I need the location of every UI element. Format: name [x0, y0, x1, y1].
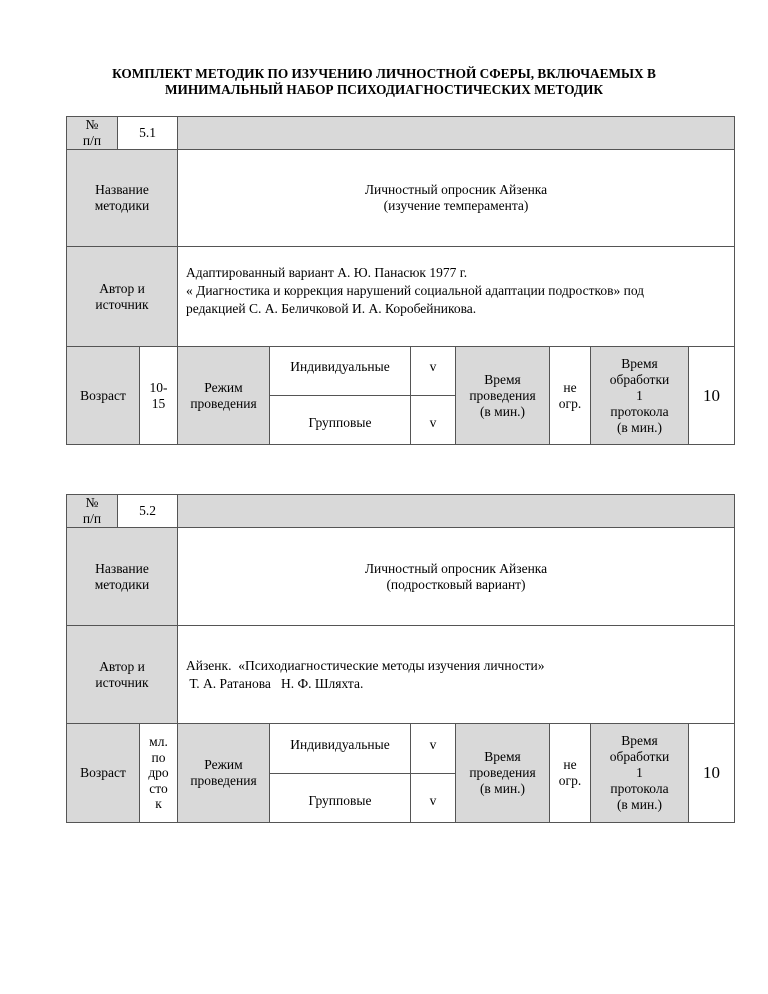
method-name-label: методики [94, 198, 150, 213]
number-label: № [85, 495, 99, 510]
processing-label: (в мин.) [616, 797, 663, 812]
method-name-cell [177, 527, 735, 626]
duration-value: огр. [558, 773, 582, 788]
duration-label: Время [484, 749, 521, 764]
processing-label: Время [621, 733, 658, 748]
method-name-label: Название [95, 560, 149, 576]
individual-label: Индивидуальные [290, 736, 390, 752]
duration-label: проведения [469, 765, 536, 780]
individual-label-cell [269, 346, 411, 396]
author-label: источник [95, 296, 149, 312]
duration-label: (в мин.) [479, 403, 526, 419]
processing-label: (в мин.) [616, 419, 663, 435]
author-label: источник [95, 674, 149, 690]
author-label: Автор и [99, 658, 145, 674]
method-purpose: (подростковый вариант) [386, 576, 526, 592]
duration-value: не [563, 757, 577, 772]
method-name-label-cell [66, 149, 178, 247]
age-value-cell [139, 346, 178, 445]
age-value: дро [148, 765, 169, 781]
method-name-label: Название [95, 182, 149, 197]
age-value: 10- [149, 379, 168, 395]
processing-value: 10 [703, 385, 720, 405]
processing-value-cell [688, 723, 735, 823]
author-source-cell [177, 625, 735, 724]
author-line: « Диагностика и коррекция нарушений социальной адаптации подростков» под [186, 282, 645, 298]
processing-value: 10 [703, 763, 720, 782]
number-label-cell [66, 494, 118, 528]
number-label: № [85, 117, 99, 132]
group-mark: v [429, 793, 437, 808]
individual-label: Индивидуальные [290, 359, 390, 374]
age-value: по [151, 749, 166, 765]
processing-label: 1 [636, 387, 643, 403]
duration-value-cell [549, 723, 591, 823]
author-label: Автор и [99, 280, 145, 296]
individual-mark-cell [410, 723, 456, 774]
duration-label-cell [455, 346, 550, 445]
processing-label: 1 [636, 765, 643, 780]
number-label: п/п [82, 511, 102, 526]
document-title [60, 66, 708, 98]
method-name: Личностный опросник Айзенка [364, 560, 548, 576]
mode-label: проведения [190, 395, 257, 411]
title-line-1: КОМПЛЕКТ МЕТОДИК ПО ИЗУЧЕНИЮ ЛИЧНОСТНОЙ СФЕРЫ, ВКЛЮЧАЕМЫХ В [112, 66, 656, 81]
age-value: сто [149, 780, 168, 796]
processing-label: протокола [610, 781, 669, 796]
processing-label-cell [590, 346, 689, 445]
individual-mark: v [429, 736, 437, 752]
processing-label: Время [621, 355, 658, 371]
mode-label-cell [177, 723, 270, 823]
number-value-cell [117, 116, 178, 150]
duration-label: проведения [469, 387, 536, 403]
author-line: Т. А. Ратанова Н. Ф. Шляхта. [186, 675, 364, 691]
author-label-cell [66, 625, 178, 724]
header-blank-cell [177, 116, 735, 150]
group-mark: v [429, 415, 437, 430]
mode-label: проведения [190, 773, 257, 788]
group-label: Групповые [308, 793, 372, 808]
method-name-label-cell [66, 527, 178, 626]
age-label-cell [66, 346, 140, 445]
duration-value: огр. [558, 395, 582, 411]
group-label: Групповые [308, 415, 372, 430]
group-mark-cell [410, 395, 456, 445]
age-label: Возраст [80, 765, 126, 780]
group-label-cell [269, 395, 411, 445]
number-label: п/п [82, 133, 102, 148]
group-mark-cell [410, 773, 456, 823]
method-number: 5.1 [139, 125, 156, 140]
method-name: Личностный опросник Айзенка [364, 182, 548, 197]
age-label: Возраст [80, 387, 126, 403]
age-value: к [155, 796, 162, 812]
duration-label-cell [455, 723, 550, 823]
individual-mark: v [429, 359, 437, 374]
processing-label: обработки [609, 371, 670, 387]
number-label-cell [66, 116, 118, 150]
method-number: 5.2 [139, 503, 156, 518]
title-line-2: МИНИМАЛЬНЫЙ НАБОР ПСИХОДИАГНОСТИЧЕСКИХ МЕТОДИК [164, 82, 604, 97]
duration-label: (в мин.) [479, 781, 526, 796]
individual-mark-cell [410, 346, 456, 396]
author-line: редакцией С. А. Беличковой И. А. Коробейникова. [186, 300, 477, 316]
number-value-cell [117, 494, 178, 528]
duration-value-cell [549, 346, 591, 445]
header-blank-cell [177, 494, 735, 528]
author-source-cell [177, 246, 735, 347]
method-name-label: методики [94, 576, 150, 592]
individual-label-cell [269, 723, 411, 774]
duration-label: Время [484, 371, 521, 387]
processing-label-cell [590, 723, 689, 823]
mode-label: Режим [204, 379, 243, 395]
method-purpose: (изучение темперамента) [383, 198, 529, 213]
age-value: мл. [149, 734, 168, 750]
author-line: Адаптированный вариант А. Ю. Панасюк 1977 г. [186, 264, 468, 280]
processing-value-cell [688, 346, 735, 445]
author-line: Айзенк. «Психодиагностические методы изучения личности» [186, 657, 545, 673]
age-value: 15 [151, 395, 166, 411]
processing-label: обработки [609, 749, 670, 764]
mode-label: Режим [204, 757, 243, 772]
age-value-cell [139, 723, 178, 823]
age-label-cell [66, 723, 140, 823]
group-label-cell [269, 773, 411, 823]
author-label-cell [66, 246, 178, 347]
mode-label-cell [177, 346, 270, 445]
duration-value: не [563, 379, 577, 395]
processing-label: протокола [610, 403, 669, 419]
method-name-cell [177, 149, 735, 247]
